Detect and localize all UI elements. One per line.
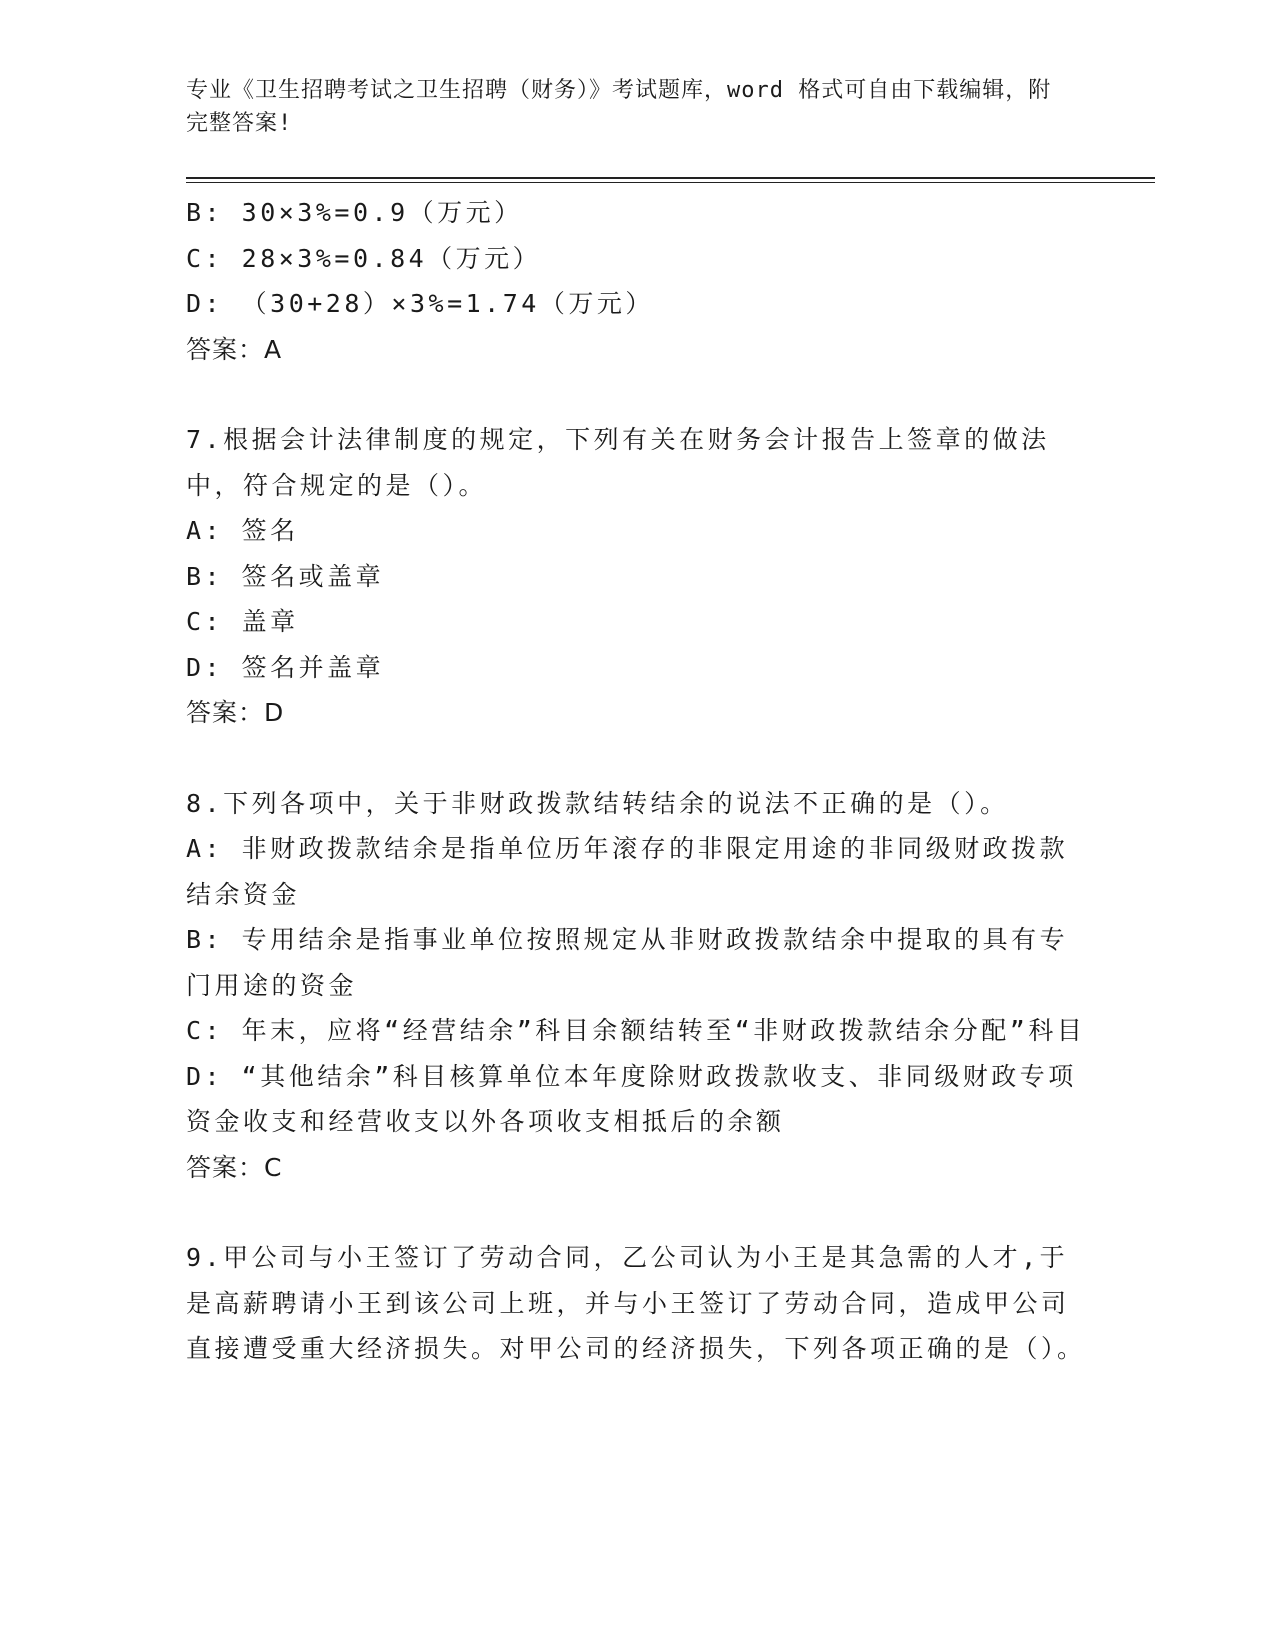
document-body xyxy=(186,190,1086,1372)
option-c: C: 盖章 xyxy=(186,607,299,636)
question-8 xyxy=(186,781,1086,1191)
option-b: B: 30×3%=0.9（万元） xyxy=(186,198,523,227)
question-text: 9.甲公司与小王签订了劳动合同，乙公司认为小王是其急需的人才,于是高薪聘请小王到该公司上班，并与小王签订了劳动合同，造成甲公司直接遭受重大经济损失。对甲公司的经济损失，下列各项正确的是（）。 xyxy=(186,1243,1086,1363)
option-b: B: 签名或盖章 xyxy=(186,561,385,591)
option-a: A: 签名 xyxy=(186,516,299,545)
spacer xyxy=(186,372,1086,417)
option-d: D: “其他结余”科目核算单位本年度除财政拨款收支、非同级财政专项资金收支和经营收支以外各项收支相抵后的余额 xyxy=(186,1061,1077,1136)
question-9 xyxy=(186,1235,1086,1372)
page-header-text: 专业《卫生招聘考试之卫生招聘（财务）》考试题库，word 格式可自由下载编辑，附完整答案! xyxy=(186,78,1052,136)
question-7 xyxy=(186,417,1086,736)
question-text: 8.下列各项中，关于非财政拨款结转结余的说法不正确的是（）。 xyxy=(186,788,1009,818)
question-text: 7.根据会计法律制度的规定，下列有关在财务会计报告上签章的做法中，符合规定的是（）。 xyxy=(186,425,1050,500)
header-divider-thin xyxy=(186,182,1155,183)
option-a: A: 非财政拨款结余是指单位历年滚存的非限定用途的非同级财政拨款结余资金 xyxy=(186,834,1069,909)
answer-line: 答案：C xyxy=(186,1152,283,1182)
spacer xyxy=(186,736,1086,781)
answer-line: 答案：A xyxy=(186,334,283,364)
header-divider-thick xyxy=(186,177,1155,179)
option-c: C: 28×3%=0.84（万元） xyxy=(186,243,542,273)
option-d: D: （30+28）×3%=1.74（万元） xyxy=(186,289,654,318)
option-b: B: 专用结余是指事业单位按照规定从非财政拨款结余中提取的具有专门用途的资金 xyxy=(186,925,1069,1000)
answer-line: 答案：D xyxy=(186,698,285,727)
spacer xyxy=(186,1190,1086,1235)
option-d: D: 签名并盖章 xyxy=(186,652,385,682)
question-6-tail xyxy=(186,190,1086,372)
option-c: C: 年末，应将“经营结余”科目余额结转至“非财政拨款结余分配”科目 xyxy=(186,1016,1086,1045)
